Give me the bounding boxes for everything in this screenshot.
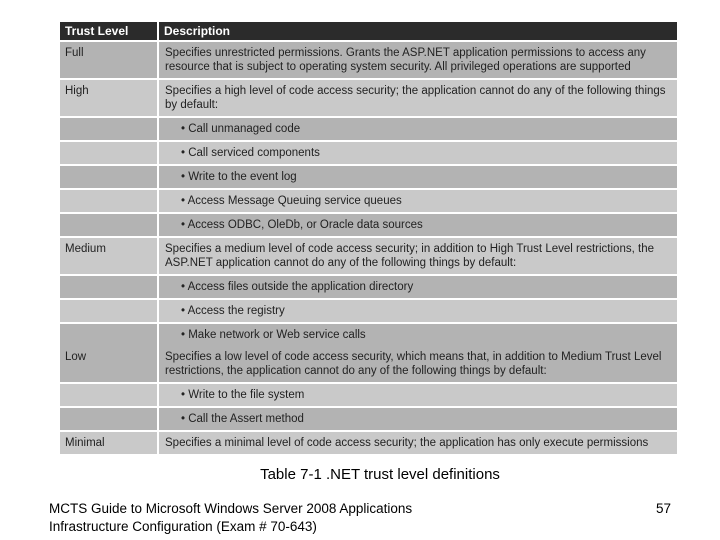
table-row [60,300,677,324]
description-cell: Specifies a minimal level of code access security; the application has only execute permissions [165,437,649,449]
description-cell: • Call serviced components [181,147,320,159]
table-row [60,190,677,214]
table-row [60,238,677,276]
page-number: 57 [655,501,671,516]
description-cell: • Call the Assert method [181,413,304,425]
table-row [60,118,677,142]
description-cell: Specifies a low level of code access security, which means that, in addition to Medium Trust Level restrictions, the application cannot do any of the following things by default: [165,351,662,377]
trust-level-cell [60,190,159,212]
description-cell: • Access Message Queuing service queues [181,195,402,207]
table-header [60,22,677,42]
table-row [60,142,677,166]
footer-text [49,500,412,536]
trust-level-cell [60,276,159,298]
trust-level-cell [60,408,159,430]
header-description: Description [164,24,231,38]
table-row [60,346,677,384]
table-row [60,324,677,346]
description-cell: • Access the registry [181,305,285,317]
trust-level-cell [60,384,159,406]
table-row [60,166,677,190]
description-cell: Specifies unrestricted permissions. Grants the ASP.NET application permissions to access any resource that is subject to operating system security. All privileged operations are supported [165,47,646,73]
footer [0,488,720,540]
footer-line-1: MCTS Guide to Microsoft Windows Server 2008 Applications [49,501,413,516]
table-row [60,276,677,300]
description-cell: • Access ODBC, OleDb, or Oracle data sources [181,219,423,231]
description-cell: Specifies a medium level of code access security; in addition to High Trust Level restrictions, the ASP.NET application cannot do any of the following things by default: [165,243,654,269]
trust-level-table [60,22,677,456]
table-row [60,432,677,456]
table-caption: Table 7-1 .NET trust level definitions [260,466,500,483]
footer-line-2: Infrastructure Configuration (Exam # 70-643) [49,519,317,534]
trust-level-cell: Full [60,42,159,78]
table-row [60,214,677,238]
trust-level-cell: Low [60,346,159,382]
description-cell: • Write to the event log [181,171,297,183]
description-cell: • Write to the file system [181,389,305,401]
trust-level-cell [60,300,159,322]
trust-level-cell: Medium [60,238,159,274]
table-row [60,408,677,432]
trust-level-cell [60,324,159,346]
trust-level-cell: High [60,80,159,116]
table-body [60,42,677,456]
table-row [60,384,677,408]
description-cell: Specifies a high level of code access security; the application cannot do any of the following things by default: [165,85,666,111]
table-row [60,80,677,118]
description-cell: • Call unmanaged code [181,123,301,135]
table-row [60,42,677,80]
trust-level-cell [60,118,159,140]
trust-level-cell [60,166,159,188]
header-trust-level: Trust Level [60,22,159,40]
trust-level-cell: Minimal [60,432,159,454]
description-cell: • Access files outside the application directory [181,281,414,293]
trust-level-cell [60,142,159,164]
description-cell: • Make network or Web service calls [181,329,366,341]
trust-level-cell [60,214,159,236]
